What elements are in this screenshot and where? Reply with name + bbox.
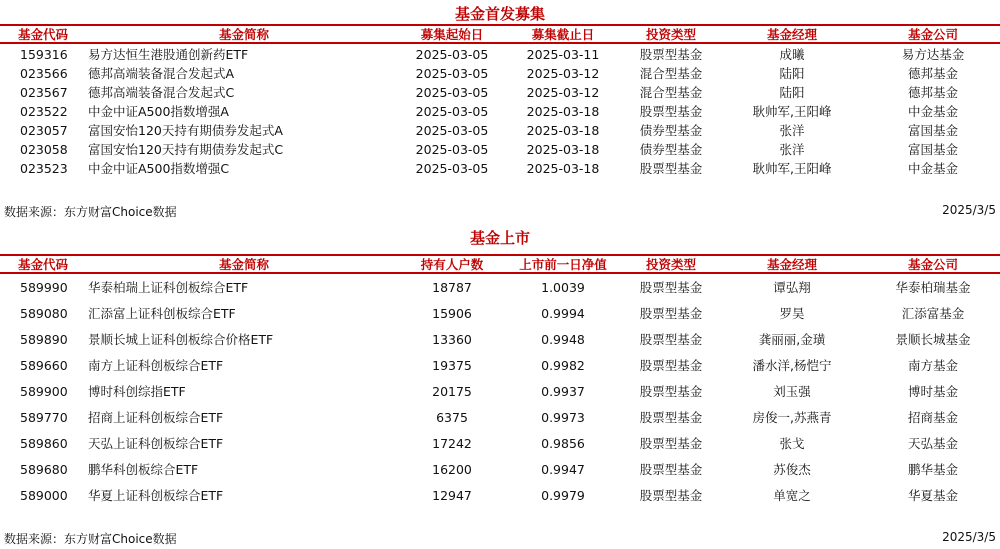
listing-header-code: 基金代码: [18, 257, 69, 272]
manager-cell: 罗昊: [779, 306, 805, 321]
fund-type-cell: 股票型基金: [639, 410, 703, 425]
start-date-cell: 2025-03-05: [415, 142, 489, 157]
fund-name-cell: 富国安怡120天持有期债券发起式A: [88, 123, 283, 138]
ipo-header-company: 基金公司: [907, 27, 959, 42]
company-cell: 中金基金: [907, 161, 959, 176]
fund-code-cell: 023058: [20, 142, 68, 157]
company-cell: 华夏基金: [907, 488, 959, 503]
nav-cell: 0.9994: [541, 306, 585, 321]
manager-cell: 陆阳: [779, 66, 805, 81]
ipo-header-start: 募集起始日: [420, 27, 484, 42]
fund-code-cell: 589900: [20, 384, 68, 399]
end-date-cell: 2025-03-11: [526, 47, 600, 62]
fund-name-cell: 中金中证A500指数增强A: [88, 104, 229, 119]
nav-cell: 0.9947: [541, 462, 585, 477]
listing-date: 2025/3/5: [942, 530, 996, 544]
nav-cell: 0.9982: [541, 358, 585, 373]
fund-type-cell: 股票型基金: [639, 161, 703, 176]
start-date-cell: 2025-03-05: [415, 123, 489, 138]
holders-cell: 20175: [432, 384, 472, 399]
listing-table-header: [0, 254, 1000, 274]
fund-code-cell: 589770: [20, 410, 68, 425]
manager-cell: 耿帅军,王阳峰: [752, 161, 832, 176]
listing-header-type: 投资类型: [645, 257, 697, 272]
ipo-table-header: [0, 24, 1000, 44]
listing-header-manager: 基金经理: [766, 257, 818, 272]
end-date-cell: 2025-03-12: [526, 66, 600, 81]
manager-cell: 潘水洋,杨恺宁: [752, 358, 832, 373]
company-cell: 富国基金: [907, 123, 959, 138]
holders-cell: 15906: [432, 306, 472, 321]
manager-cell: 耿帅军,王阳峰: [752, 104, 832, 119]
ipo-header-end: 募集截止日: [531, 27, 595, 42]
listing-section-title: 基金上市: [469, 229, 530, 247]
end-date-cell: 2025-03-18: [526, 142, 600, 157]
fund-type-cell: 股票型基金: [639, 332, 703, 347]
fund-name-cell: 景顺长城上证科创板综合价格ETF: [88, 332, 274, 347]
fund-code-cell: 023522: [20, 104, 68, 119]
start-date-cell: 2025-03-05: [415, 66, 489, 81]
fund-type-cell: 股票型基金: [639, 280, 703, 295]
fund-code-cell: 589000: [20, 488, 68, 503]
fund-code-cell: 589990: [20, 280, 68, 295]
company-cell: 天弘基金: [907, 436, 959, 451]
fund-code-cell: 589680: [20, 462, 68, 477]
fund-type-cell: 债券型基金: [639, 123, 703, 138]
fund-type-cell: 债券型基金: [639, 142, 703, 157]
manager-cell: 陆阳: [779, 85, 805, 100]
ipo-header-name: 基金简称: [218, 27, 270, 42]
fund-name-cell: 南方上证科创板综合ETF: [88, 358, 224, 373]
manager-cell: 单宽之: [773, 488, 811, 503]
ipo-date: 2025/3/5: [942, 203, 996, 217]
manager-cell: 张戈: [779, 436, 805, 451]
nav-cell: 0.9856: [541, 436, 585, 451]
fund-type-cell: 股票型基金: [639, 104, 703, 119]
fund-name-cell: 德邦高端装备混合发起式A: [88, 66, 235, 81]
start-date-cell: 2025-03-05: [415, 47, 489, 62]
manager-cell: 成曦: [779, 47, 805, 62]
company-cell: 博时基金: [907, 384, 959, 399]
manager-cell: 张洋: [779, 142, 805, 157]
ipo-data-source: 数据来源：东方财富Choice数据: [4, 205, 177, 219]
fund-name-cell: 华泰柏瑞上证科创板综合ETF: [88, 280, 249, 295]
fund-code-cell: 023566: [20, 66, 68, 81]
start-date-cell: 2025-03-05: [415, 85, 489, 100]
fund-type-cell: 股票型基金: [639, 384, 703, 399]
manager-cell: 谭弘翔: [773, 280, 811, 295]
company-cell: 华泰柏瑞基金: [895, 280, 971, 295]
manager-cell: 苏俊杰: [773, 462, 811, 477]
nav-cell: 0.9948: [541, 332, 585, 347]
fund-name-cell: 招商上证科创板综合ETF: [88, 410, 224, 425]
fund-type-cell: 股票型基金: [639, 488, 703, 503]
ipo-header-code: 基金代码: [18, 27, 69, 42]
fund-type-cell: 股票型基金: [639, 436, 703, 451]
end-date-cell: 2025-03-18: [526, 104, 600, 119]
company-cell: 易方达基金: [901, 47, 965, 62]
listing-header-nav: 上市前一日净值: [519, 257, 607, 272]
fund-name-cell: 博时科创综指ETF: [88, 384, 186, 399]
company-cell: 德邦基金: [907, 85, 959, 100]
fund-name-cell: 汇添富上证科创板综合ETF: [88, 306, 236, 321]
ipo-header-type: 投资类型: [645, 27, 697, 42]
holders-cell: 16200: [432, 462, 472, 477]
listing-header-name: 基金简称: [218, 257, 270, 272]
holders-cell: 6375: [436, 410, 468, 425]
fund-code-cell: 589860: [20, 436, 68, 451]
nav-cell: 1.0039: [541, 280, 585, 295]
end-date-cell: 2025-03-18: [526, 123, 600, 138]
listing-data-source: 数据来源：东方财富Choice数据: [4, 532, 177, 546]
fund-name-cell: 富国安怡120天持有期债券发起式C: [88, 142, 284, 157]
fund-type-cell: 混合型基金: [639, 66, 703, 81]
company-cell: 鹏华基金: [907, 462, 959, 477]
manager-cell: 房俊一,苏燕青: [752, 410, 832, 425]
fund-code-cell: 589890: [20, 332, 68, 347]
fund-name-cell: 鹏华科创板综合ETF: [88, 462, 199, 477]
fund-name-cell: 德邦高端装备混合发起式C: [88, 85, 235, 100]
company-cell: 景顺长城基金: [895, 332, 971, 347]
fund-type-cell: 股票型基金: [639, 358, 703, 373]
start-date-cell: 2025-03-05: [415, 104, 489, 119]
holders-cell: 12947: [432, 488, 472, 503]
ipo-section-title: 基金首发募集: [454, 5, 545, 23]
fund-type-cell: 混合型基金: [639, 85, 703, 100]
company-cell: 富国基金: [907, 142, 959, 157]
nav-cell: 0.9979: [541, 488, 585, 503]
fund-code-cell: 023567: [20, 85, 68, 100]
manager-cell: 龚丽丽,金璜: [758, 332, 826, 347]
listing-header-holders: 持有人户数: [420, 257, 484, 272]
fund-type-cell: 股票型基金: [639, 306, 703, 321]
holders-cell: 13360: [432, 332, 472, 347]
fund-code-cell: 159316: [20, 47, 68, 62]
company-cell: 德邦基金: [907, 66, 959, 81]
fund-code-cell: 023523: [20, 161, 68, 176]
fund-code-cell: 023057: [20, 123, 68, 138]
nav-cell: 0.9937: [541, 384, 585, 399]
company-cell: 中金基金: [907, 104, 959, 119]
fund-name-cell: 易方达恒生港股通创新药ETF: [88, 47, 249, 62]
holders-cell: 17242: [432, 436, 472, 451]
start-date-cell: 2025-03-05: [415, 161, 489, 176]
fund-name-cell: 中金中证A500指数增强C: [88, 161, 230, 176]
fund-type-cell: 股票型基金: [639, 462, 703, 477]
manager-cell: 张洋: [779, 123, 805, 138]
end-date-cell: 2025-03-12: [526, 85, 600, 100]
fund-code-cell: 589660: [20, 358, 68, 373]
fund-type-cell: 股票型基金: [639, 47, 703, 62]
company-cell: 汇添富基金: [901, 306, 965, 321]
nav-cell: 0.9973: [541, 410, 585, 425]
fund-code-cell: 589080: [20, 306, 68, 321]
company-cell: 招商基金: [907, 410, 959, 425]
fund-name-cell: 华夏上证科创板综合ETF: [88, 488, 224, 503]
holders-cell: 19375: [432, 358, 472, 373]
manager-cell: 刘玉强: [773, 384, 811, 399]
ipo-header-manager: 基金经理: [766, 27, 818, 42]
company-cell: 南方基金: [907, 358, 959, 373]
listing-header-company: 基金公司: [907, 257, 959, 272]
end-date-cell: 2025-03-18: [526, 161, 600, 176]
fund-name-cell: 天弘上证科创板综合ETF: [88, 436, 224, 451]
holders-cell: 18787: [432, 280, 472, 295]
